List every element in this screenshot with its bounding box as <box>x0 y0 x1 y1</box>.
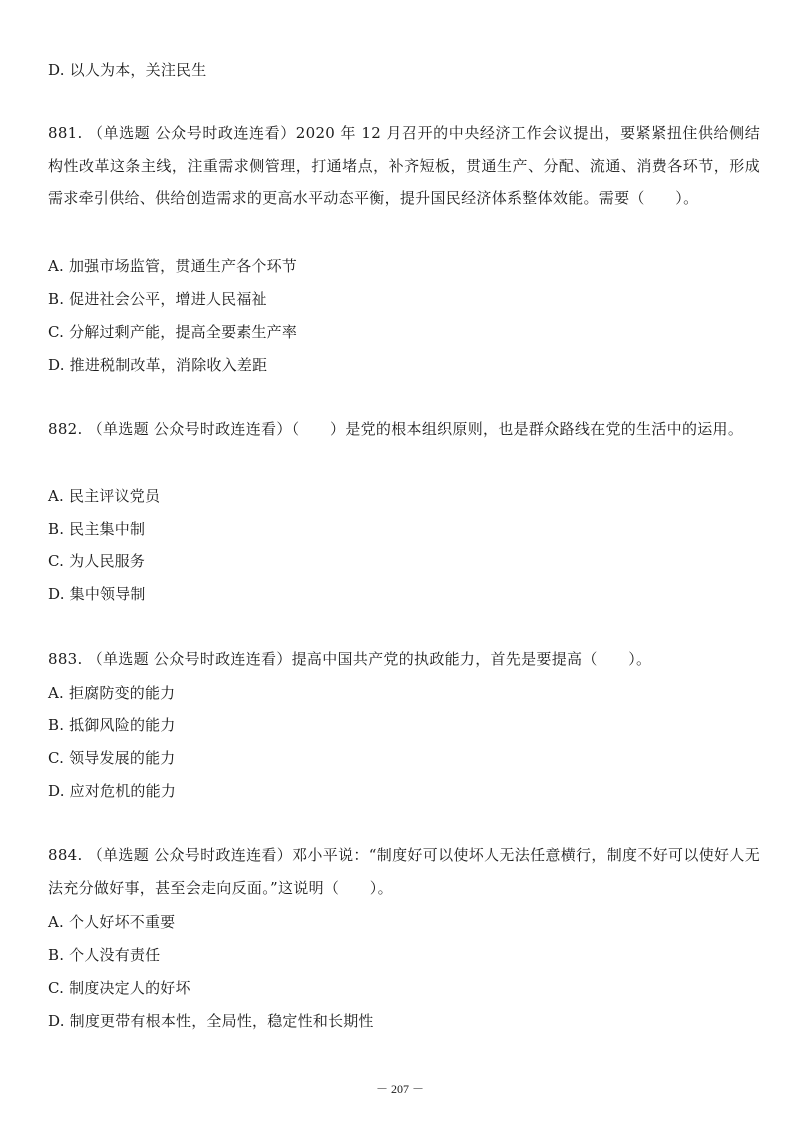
option-d: D. 集中领导制 <box>48 585 146 603</box>
option-b: B. 个人没有责任 <box>48 946 161 964</box>
carry-over-option-d: D. 以人为本，关注民生 <box>48 61 207 79</box>
option-c: C. 领导发展的能力 <box>48 749 176 767</box>
option-a: A. 加强市场监管，贯通生产各个环节 <box>48 257 297 275</box>
page-number: － 207 － <box>375 1082 424 1096</box>
option-a: A. 拒腐防变的能力 <box>48 684 176 702</box>
option-b: B. 抵御风险的能力 <box>48 716 176 734</box>
option-c: C. 为人民服务 <box>48 552 146 570</box>
question-stem: 882. （单选题 公众号时政连连看）（ ）是党的根本组织原则，也是群众路线在党的生活中的运用。 <box>48 420 744 438</box>
question-stem: 884. （单选题 公众号时政连连看）邓小平说：“制度好可以使坏人无法任意横行，制度不好可以使好人无法充分做好事，甚至会走向反面。”这说明（ ）。 <box>48 846 760 897</box>
question-stem: 881. （单选题 公众号时政连连看）2020 年 12 月召开的中央经济工作会议提出，要紧紧扭住供给侧结构性改革这条主线，注重需求侧管理，打通堵点，补齐短板，贯通生产、分配、流通、消费各环节，形成需求牵引供给、供给创造需求的更高水平动态平衡，提升国民经济体系整体效能。需要（ ）。 <box>48 124 760 207</box>
question-stem: 883. （单选题 公众号时政连连看）提高中国共产党的执政能力，首先是要提高（ ）。 <box>48 650 652 668</box>
option-d: D. 制度更带有根本性，全局性，稳定性和长期性 <box>48 1012 374 1030</box>
option-c: C. 分解过剩产能，提高全要素生产率 <box>48 323 298 341</box>
option-b: B. 促进社会公平，增进人民福祉 <box>48 290 267 308</box>
option-d: D. 应对危机的能力 <box>48 782 177 800</box>
option-a: A. 民主评议党员 <box>48 487 161 505</box>
option-c: C. 制度决定人的好坏 <box>48 979 191 997</box>
option-d: D. 推进税制改革，消除收入差距 <box>48 356 268 374</box>
option-b: B. 民主集中制 <box>48 520 146 538</box>
option-a: A. 个人好坏不重要 <box>48 913 176 931</box>
